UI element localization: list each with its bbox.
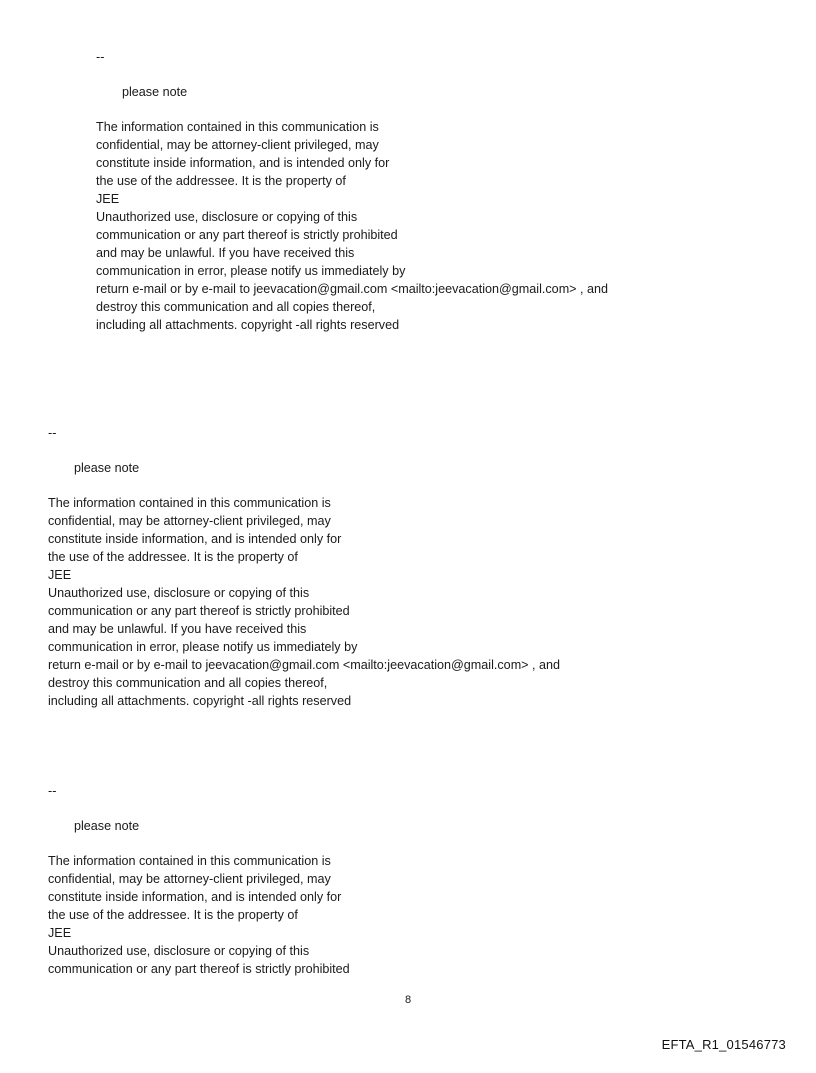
text-line: destroy this communication and all copies thereof, xyxy=(96,300,376,314)
text-line: constitute inside information, and is intended only for xyxy=(48,532,342,546)
disclaimer-block-2 xyxy=(48,424,560,710)
text-line: and may be unlawful. If you have received this xyxy=(48,622,307,636)
text-line: The information contained in this communication is xyxy=(48,854,331,868)
text-line: Unauthorized use, disclosure or copying of this xyxy=(96,210,358,224)
separator: -- xyxy=(96,50,105,64)
text-line: constitute inside information, and is intended only for xyxy=(48,890,342,904)
text-line: Unauthorized use, disclosure or copying of this xyxy=(48,586,310,600)
disclaimer-block-1 xyxy=(96,48,608,334)
text-line: communication in error, please notify us immediately by xyxy=(96,264,406,278)
separator: -- xyxy=(48,426,57,440)
text-line: the use of the addressee. It is the property of xyxy=(96,174,346,188)
text-line: communication or any part thereof is strictly prohibited xyxy=(96,228,398,242)
separator: -- xyxy=(48,784,57,798)
text-line: communication or any part thereof is strictly prohibited xyxy=(48,962,350,976)
text-line: JEE xyxy=(96,192,120,206)
text-line: confidential, may be attorney-client privileged, may xyxy=(48,514,331,528)
text-line: return e-mail or by e-mail to jeevacation@gmail.com <mailto:jeevacation@gmail.com> , and xyxy=(96,282,609,296)
text-line: constitute inside information, and is intended only for xyxy=(96,156,390,170)
text-line: JEE xyxy=(48,926,72,940)
text-line: communication in error, please notify us immediately by xyxy=(48,640,358,654)
text-line: destroy this communication and all copies thereof, xyxy=(48,676,328,690)
text-line: and may be unlawful. If you have received this xyxy=(96,246,355,260)
text-line: the use of the addressee. It is the property of xyxy=(48,908,298,922)
text-line: communication or any part thereof is strictly prohibited xyxy=(48,604,350,618)
text-line: JEE xyxy=(48,568,72,582)
text-line: Unauthorized use, disclosure or copying of this xyxy=(48,944,310,958)
text-line: confidential, may be attorney-client privileged, may xyxy=(96,138,379,152)
note-heading: please note xyxy=(74,461,140,475)
text-line: return e-mail or by e-mail to jeevacation@gmail.com <mailto:jeevacation@gmail.com> , and xyxy=(48,658,561,672)
text-line: the use of the addressee. It is the property of xyxy=(48,550,298,564)
text-line: including all attachments. copyright -all rights reserved xyxy=(48,694,352,708)
note-heading: please note xyxy=(122,85,188,99)
page-number: 8 xyxy=(404,994,412,1006)
disclaimer-block-3 xyxy=(48,782,350,978)
text-line: including all attachments. copyright -all rights reserved xyxy=(96,318,400,332)
text-line: confidential, may be attorney-client privileged, may xyxy=(48,872,331,886)
text-line: The information contained in this communication is xyxy=(48,496,331,510)
note-heading: please note xyxy=(74,819,140,833)
document-id: EFTA_R1_01546773 xyxy=(661,1037,786,1052)
text-line: The information contained in this communication is xyxy=(96,120,379,134)
